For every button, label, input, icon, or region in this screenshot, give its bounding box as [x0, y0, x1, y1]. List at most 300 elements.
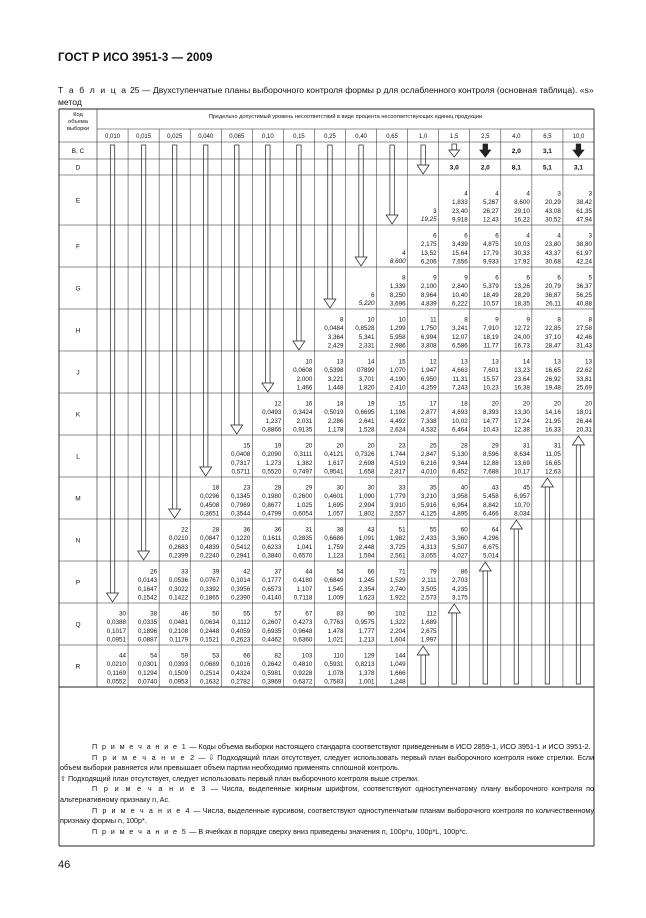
plan-value: 112 — [426, 610, 437, 618]
plan-value: 7,688 — [483, 468, 499, 476]
note-5: П р и м е ч а н и е 5 — В ячейках в порядке сверху вниз приведены значения n, 100p*u, 100p*L, 100p*c. — [92, 826, 468, 836]
plan-value: 6,216 — [420, 459, 437, 467]
plan-value: 0,0951 — [106, 636, 127, 644]
plan-value: 3,505 — [420, 585, 437, 593]
plan-value: 0,0740 — [137, 678, 158, 686]
plan-value: 12 — [274, 400, 282, 408]
plan-value: 1,604 — [389, 636, 406, 644]
plan-value: 0,3392 — [199, 585, 220, 593]
plan-value: 15,64 — [451, 249, 468, 257]
plan-value: 2,573 — [420, 594, 437, 602]
up-arrow-icon — [452, 613, 456, 684]
code-header-text: выборки — [67, 126, 89, 132]
plan-value: 42,24 — [576, 258, 592, 266]
plan-value: 0,1294 — [137, 669, 158, 677]
plan-value: 1,982 — [389, 535, 406, 543]
plan-value: 2,840 — [451, 283, 468, 291]
down-arrow-icon — [172, 145, 176, 510]
sample-size-code: M — [75, 495, 81, 503]
plan-value: 51 — [398, 526, 406, 534]
plan-value: 0,0393 — [168, 661, 189, 669]
plan-value: 28,47 — [545, 342, 561, 350]
plan-value: 60 — [460, 526, 468, 534]
plan-value: 0,6695 — [355, 409, 375, 417]
up-arrow-icon — [576, 445, 580, 684]
plan-value: 2,175 — [420, 241, 437, 249]
plan-value: 8,600 — [514, 199, 530, 207]
plan-value: 0,6570 — [293, 552, 313, 560]
up-arrow-icon — [479, 562, 491, 571]
plan-value: 28 — [274, 484, 282, 492]
plan-value: 1,382 — [296, 459, 313, 467]
plan-value: 8,634 — [514, 451, 530, 459]
plan-value: 0,1016 — [231, 661, 251, 669]
plan-value: 31 — [522, 442, 530, 450]
plan-value: 1,248 — [389, 678, 406, 686]
plan-value: 0,2600 — [293, 493, 313, 501]
plan-sample-size: 4 — [402, 250, 406, 257]
down-arrow-icon — [386, 215, 398, 224]
plan-value: 1,478 — [327, 627, 344, 635]
down-arrow-icon — [297, 145, 301, 342]
up-arrow-icon — [572, 436, 584, 445]
plan-value: 0,2390 — [231, 594, 251, 602]
plan-value: 0,0210 — [168, 535, 189, 543]
plan-value: 1,779 — [389, 493, 406, 501]
plan-value: 0,1896 — [137, 627, 158, 635]
plan-value: 67 — [305, 610, 313, 618]
plan-value: 33,81 — [576, 375, 592, 383]
down-arrow-icon — [576, 144, 581, 150]
plan-value: 55 — [243, 610, 251, 618]
plan-value: 0,6372 — [293, 678, 313, 686]
plan-value: 0,0481 — [168, 619, 189, 627]
plan-value: 0,1169 — [107, 669, 127, 677]
plan-value: 6,675 — [483, 543, 499, 551]
plan-value: 2,994 — [358, 501, 375, 509]
plan-value: 29 — [491, 442, 499, 450]
plan-value: 0,6935 — [262, 627, 282, 635]
plan-value: 3,055 — [420, 552, 437, 560]
plan-value: 43,37 — [545, 249, 561, 257]
plan-value: 21,95 — [545, 417, 561, 425]
plan-value: 50 — [212, 610, 220, 618]
plan-value: 6,206 — [420, 258, 437, 266]
aql-column-header: 2,5 — [481, 134, 490, 140]
plan-value: 10,57 — [483, 300, 499, 308]
plan-value: 20 — [553, 400, 561, 408]
plan-value: 0,3956 — [231, 585, 251, 593]
plan-value: 20 — [305, 442, 313, 450]
plan-value: 1,322 — [389, 619, 406, 627]
plan-value: 1,689 — [420, 619, 437, 627]
plan-value: 3 — [557, 190, 561, 198]
plan-value: 43 — [367, 526, 375, 534]
plan-value: 8,250 — [389, 291, 406, 299]
plan-value: 13 — [553, 358, 561, 366]
plan-value: 1,078 — [327, 669, 344, 677]
plan-value: 7,656 — [451, 258, 468, 266]
plan-value: 24,00 — [514, 333, 530, 341]
sample-size-code: R — [75, 663, 81, 671]
plan-value: 18,19 — [483, 333, 499, 341]
aql-column-header: 0,025 — [167, 134, 183, 140]
plan-value: 9 — [464, 274, 468, 282]
down-arrow-icon — [573, 150, 584, 157]
plan-value: 0,0847 — [199, 535, 220, 543]
plan-value: 1,997 — [420, 636, 437, 644]
sample-size-code: L — [76, 453, 80, 461]
page-number: 46 — [58, 859, 71, 871]
plan-value: 0,4059 — [231, 627, 251, 635]
sample-size-code: E — [75, 197, 81, 205]
plan-value: 44 — [305, 568, 313, 576]
plan-value: 0,5981 — [262, 669, 282, 677]
sample-size-code: P — [75, 579, 81, 587]
plan-value: 0,3969 — [262, 678, 282, 686]
plan-value: 0,2607 — [262, 619, 282, 627]
aql-column-header: 1,5 — [450, 134, 459, 140]
plan-value: 0,0953 — [168, 678, 189, 686]
plan-value: 0,6233 — [262, 543, 282, 551]
plan-value: 13 — [491, 358, 499, 366]
plan-value: 0,2683 — [168, 543, 189, 551]
plan-value: 19 — [274, 442, 282, 450]
plan-value: 36,87 — [545, 291, 561, 299]
plan-value: 54 — [336, 568, 344, 576]
plan-value: 3,210 — [420, 493, 437, 501]
plan-value: 1,009 — [327, 594, 344, 602]
plan-value: 0,9541 — [324, 468, 344, 476]
plan-value: 11 — [430, 316, 437, 324]
down-arrow-icon — [204, 145, 208, 468]
plan-value: 9 — [495, 316, 499, 324]
plan-value: 2,286 — [327, 417, 344, 425]
plan-value: 0,4799 — [262, 510, 282, 518]
aql-column-header: 0,010 — [105, 134, 121, 140]
plan-value: 30,68 — [545, 258, 561, 266]
plan-value: 4 — [495, 190, 499, 198]
plan-value: 33 — [181, 568, 189, 576]
plan-value: 4,190 — [389, 375, 406, 383]
plan-value: 4,532 — [420, 426, 437, 434]
plan-value: 20 — [584, 400, 592, 408]
plan-value: 7,910 — [483, 325, 499, 333]
plan-value: 17 — [429, 400, 437, 408]
plan-value: 31 — [305, 526, 313, 534]
document-header: ГОСТ Р ИСО 3951-3 — 2009 — [58, 52, 213, 64]
plan-value: 1,339 — [389, 283, 406, 291]
down-arrow-icon — [235, 145, 239, 426]
plan-value: 0,4324 — [231, 669, 251, 677]
plan-value: 26 — [150, 568, 158, 576]
plan-value: 0,5711 — [231, 468, 251, 476]
plan-value: 12,72 — [514, 325, 530, 333]
plan-value: 57 — [274, 610, 282, 618]
plan-value: 8 — [402, 274, 406, 282]
note-1: П р и м е ч а н и е 1 — Коды объема выборки настоящего стандарта соответствуют приведенным в ИСО 2859-1, ИСО 3951-1 и ИСО 3951-2. — [92, 742, 591, 751]
plan-value: 9,918 — [451, 216, 468, 224]
plan-value: 1,107 — [296, 585, 313, 593]
plan-value: 1,049 — [389, 661, 406, 669]
down-arrow-icon — [452, 144, 457, 150]
plan-value: 2,986 — [389, 342, 406, 350]
plan-value: 1,448 — [327, 384, 344, 392]
plan-value: 2,433 — [420, 535, 437, 543]
sample-size-code: B, C — [71, 148, 85, 155]
down-arrow-icon — [483, 144, 488, 150]
plan-value: 23 — [243, 484, 251, 492]
plan-value: 9,344 — [451, 459, 468, 467]
plan-value: 54 — [150, 652, 158, 660]
plan-value: 0,2782 — [231, 678, 251, 686]
plan-value: 6,466 — [483, 510, 499, 518]
plan-value: 3 — [588, 232, 592, 240]
plan-value: 23,80 — [545, 241, 561, 249]
plan-value: 0,4462 — [262, 636, 282, 644]
plan-value: 2,624 — [389, 426, 406, 434]
down-arrow-icon — [231, 425, 243, 434]
plan-value: 2,698 — [358, 459, 375, 467]
plan-value: 0,3424 — [293, 409, 313, 417]
plan-value: 0,1112 — [231, 619, 251, 627]
plan-value: 3,808 — [420, 342, 437, 350]
plan-value: 11,77 — [483, 342, 499, 350]
plan-value: 0,9575 — [355, 619, 375, 627]
plan-value: 1,123 — [327, 552, 344, 560]
plan-value: 12,88 — [483, 459, 499, 467]
sample-size-code: N — [75, 537, 81, 545]
plan-value: 1,820 — [358, 384, 375, 392]
aql-column-header: 0,10 — [262, 134, 274, 140]
up-arrow-icon — [448, 604, 460, 613]
plan-value: 0,2448 — [199, 627, 220, 635]
plan-value: 13,69 — [514, 459, 530, 467]
plan-value: 6 — [495, 274, 499, 282]
plan-value: 66 — [243, 652, 251, 660]
plan-value: 5,958 — [389, 333, 406, 341]
plan-value: 71 — [398, 568, 406, 576]
aql-column-header: 0,40 — [355, 134, 367, 140]
plan-value: 8 — [464, 316, 468, 324]
plan-value: 5,916 — [420, 501, 437, 509]
single-plan-value: 2,0 — [511, 148, 521, 155]
plan-value: 4 — [526, 232, 530, 240]
plan-value: 38 — [336, 526, 344, 534]
plan-value: 23,40 — [451, 207, 468, 215]
plan-value: 1,744 — [389, 451, 406, 459]
plan-value: 0,0887 — [137, 636, 158, 644]
plan-value: 0,0634 — [199, 619, 220, 627]
up-arrow-icon — [510, 520, 522, 529]
plan-value: 10,02 — [451, 417, 468, 425]
plan-value: 2,354 — [358, 585, 375, 593]
aql-column-header: 10,0 — [572, 134, 585, 140]
plan-value: 0,1647 — [137, 585, 158, 593]
plan-value: 13,52 — [420, 249, 437, 257]
plan-value: 20,31 — [576, 426, 592, 434]
aql-column-header: 0,15 — [293, 134, 305, 140]
plan-value: 61,97 — [576, 249, 592, 257]
plan-value: 86 — [460, 568, 468, 576]
plan-value: 12 — [429, 358, 437, 366]
plan-value: 1,001 — [358, 678, 375, 686]
aql-column-header: 0,25 — [324, 134, 336, 140]
plan-value: 2,031 — [296, 417, 313, 425]
plan-value: 0,0408 — [231, 451, 251, 459]
plan-value: 22 — [181, 526, 189, 534]
plan-value: 1,529 — [389, 577, 406, 585]
plan-value: 13 — [584, 358, 592, 366]
plan-value: 3,696 — [389, 300, 406, 308]
plan-value: 0,5412 — [231, 543, 251, 551]
plan-value: 10,40 — [451, 291, 468, 299]
up-arrow-icon — [417, 646, 429, 655]
plan-value: 38,80 — [576, 241, 592, 249]
plan-value: 12,07 — [451, 333, 468, 341]
plan-value: 0,9135 — [293, 426, 313, 434]
plan-value: 2,204 — [389, 627, 406, 635]
plan-value: 16,38 — [514, 384, 530, 392]
plan-value: 10 — [305, 358, 313, 366]
plan-value: 16,65 — [545, 367, 561, 375]
plan-value: 1,041 — [296, 543, 313, 551]
aql-column-header: 4,0 — [512, 134, 521, 140]
aql-column-header: 0,015 — [136, 134, 152, 140]
plan-value: 22,62 — [576, 367, 592, 375]
sample-size-code: H — [75, 327, 81, 335]
plan-value: 4 — [526, 190, 530, 198]
plan-value: 3,241 — [451, 325, 468, 333]
plan-value: 14,16 — [545, 409, 561, 417]
plan-value: 4,010 — [420, 468, 437, 476]
plan-value: 12,63 — [545, 468, 561, 476]
plan-value: 5,341 — [358, 333, 375, 341]
plan-value: 39 — [212, 568, 220, 576]
plan-value: 37,10 — [545, 333, 561, 341]
plan-value: 4,663 — [451, 367, 468, 375]
plan-value: 55 — [429, 526, 437, 534]
plan-value: 17,24 — [514, 417, 530, 425]
plan-value: 14 — [367, 358, 375, 366]
plan-value: 3,910 — [389, 501, 406, 509]
plan-value: 29 — [305, 484, 313, 492]
plan-value: 90 — [367, 610, 375, 618]
sample-size-code: F — [76, 243, 80, 251]
plan-value: 0,6573 — [262, 585, 282, 593]
plan-value: 2,410 — [389, 384, 406, 392]
plan-value: 0,0210 — [106, 661, 127, 669]
plan-value: 20,79 — [545, 283, 561, 291]
plan-value: 40,88 — [576, 300, 592, 308]
plan-value: 18,49 — [483, 291, 499, 299]
plan-value: 0,4810 — [293, 661, 313, 669]
plan-value: 0,7969 — [231, 501, 251, 509]
plan-value: 0,1980 — [262, 493, 282, 501]
plan-value: 10,70 — [514, 501, 530, 509]
plan-value: 6 — [495, 232, 499, 240]
plan-value: 10,23 — [483, 384, 499, 392]
down-arrow-icon — [417, 165, 429, 174]
single-plan-value: 3,1 — [542, 148, 552, 155]
table-caption-text: 25 — Двухступенчатые планы выборочного контроля формы p для ослабленного контроля (основная таблица). «s» метод — [58, 85, 594, 107]
plan-value: 26,27 — [483, 207, 499, 215]
plan-value: 4 — [464, 190, 468, 198]
down-arrow-icon — [480, 150, 491, 157]
plan-value: 4,875 — [483, 241, 499, 249]
plan-value: 61,35 — [576, 207, 592, 215]
plan-value: 35 — [429, 484, 437, 492]
plan-value: 46 — [181, 610, 189, 618]
plan-value: 0,4601 — [324, 493, 344, 501]
plan-value: 3 — [588, 190, 592, 198]
plan-value: 11,05 — [545, 451, 561, 459]
plan-value: 2,641 — [358, 417, 375, 425]
plan-value: 1,833 — [451, 199, 468, 207]
plan-value: 2,675 — [420, 627, 437, 635]
plan-value: 0,5019 — [324, 409, 344, 417]
plan-value: 0,7583 — [324, 678, 344, 686]
plan-value: 8,964 — [420, 291, 437, 299]
plan-value: 79 — [429, 568, 437, 576]
plan-value: 0,0388 — [106, 619, 127, 627]
plan-value: 13,30 — [514, 409, 530, 417]
plan-variable-value: 19,25 — [420, 216, 437, 223]
plan-value: 1,070 — [389, 367, 406, 375]
plan-value: 0,4121 — [324, 451, 344, 459]
plan-value: 26,92 — [545, 375, 561, 383]
plan-value: 16,22 — [514, 216, 530, 224]
plan-value: 6,586 — [451, 342, 468, 350]
plan-value: 2,448 — [358, 543, 375, 551]
plan-value: 0,0143 — [137, 577, 158, 585]
plan-value: 4,492 — [389, 417, 406, 425]
plan-value: 20 — [367, 442, 375, 450]
plan-value: 110 — [333, 652, 344, 660]
plan-value: 4,895 — [451, 510, 468, 518]
plan-value: 0,0689 — [199, 661, 220, 669]
down-arrow-icon — [359, 145, 363, 258]
plan-value: 07899 — [357, 367, 375, 375]
plan-value: 5,014 — [483, 552, 499, 560]
plan-value: 1,666 — [389, 669, 406, 677]
plan-value: 66 — [367, 568, 375, 576]
up-arrow-icon — [514, 529, 518, 684]
aql-header: Предельно допустимый уровень несоответствий в виде процента несоответствующих единиц продукции — [208, 114, 483, 120]
single-plan-value: 3,0 — [449, 164, 459, 172]
plan-value: 8,842 — [483, 501, 499, 509]
plan-value: 0,1521 — [199, 636, 220, 644]
plan-value: 4,259 — [420, 384, 437, 392]
plan-value: 13 — [336, 358, 344, 366]
plan-value: 47,94 — [576, 216, 592, 224]
plan-value: 0,1542 — [137, 594, 158, 602]
plan-value: 22,85 — [545, 325, 561, 333]
plan-value: 1,802 — [358, 510, 375, 518]
plan-value: 6 — [464, 232, 468, 240]
plan-value: 0,2941 — [231, 552, 251, 560]
plan-value: 0,4839 — [199, 543, 220, 551]
plan-value: 0,3022 — [168, 585, 189, 593]
plan-value: 2,000 — [296, 375, 313, 383]
plan-value: 7,338 — [420, 417, 437, 425]
plan-value: 38 — [150, 610, 158, 618]
down-arrow-icon — [293, 341, 305, 350]
plan-value: 10,17 — [514, 468, 530, 476]
table-notes — [60, 742, 594, 837]
plan-value: 10,43 — [483, 426, 499, 434]
plan-value: 0,9648 — [293, 627, 313, 635]
